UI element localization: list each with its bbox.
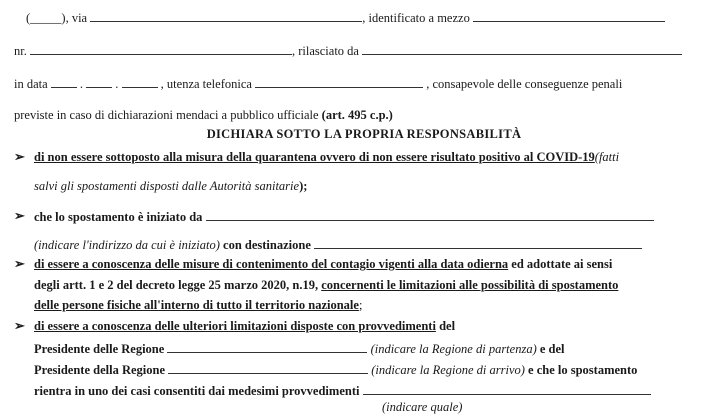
phone-field[interactable]	[255, 75, 423, 88]
via-field[interactable]	[90, 9, 362, 22]
bullet-arrow-icon: ➢	[14, 318, 25, 333]
date-day-field[interactable]	[51, 75, 77, 88]
allowed-cases-text: rientra in uno dei casi consentiti dai medesimi provvedimenti	[34, 384, 360, 398]
consequences-text: , consapevole delle conseguenze penali	[426, 77, 623, 91]
declaration-item-4	[34, 318, 455, 334]
date-label: in data	[14, 77, 48, 91]
allowed-cases-line	[34, 382, 651, 399]
quarantine-note: salvi gli spostamenti disposti dalle Autorità sanitarie	[34, 179, 300, 193]
movement-limits-text: concernenti le limitazioni alle possibilità di spostamento	[321, 278, 619, 292]
date-separator: .	[79, 77, 84, 91]
arrival-region-field[interactable]	[168, 361, 368, 374]
allowed-case-field[interactable]	[363, 382, 651, 395]
item3-end: ;	[358, 298, 363, 312]
issued-by-field[interactable]	[362, 42, 682, 55]
departure-region-line	[34, 340, 565, 357]
decree-reference: degli artt. 1 e 2 del decreto legge 25 marzo 2020, n.19,	[34, 278, 319, 292]
further-limits-end: del	[439, 319, 456, 333]
date-phone-line	[14, 75, 622, 92]
arrival-region-hint: (indicare la Regione di arrivo)	[371, 363, 525, 377]
departure-region-end: e del	[539, 342, 565, 356]
destination-label: con destinazione	[223, 238, 311, 252]
allowed-case-hint-line	[382, 399, 462, 415]
id-document-field[interactable]	[473, 9, 665, 22]
date-separator: .	[115, 77, 119, 91]
containment-statement: di essere a conoscenza delle misure di contenimento del contagio vigenti alla data odierna	[34, 257, 509, 271]
declaration-item-2	[34, 208, 654, 225]
departure-address-field[interactable]	[206, 208, 654, 221]
date-year-field[interactable]	[122, 75, 158, 88]
quarantine-statement: di non essere sottoposto alla misura della quarantena ovvero di non essere risultato positivo al COVID-19	[34, 150, 595, 164]
arrival-president-label: Presidente della Regione	[34, 363, 165, 377]
departure-region-hint: (indicare la Regione di partenza)	[370, 342, 537, 356]
document-number-field[interactable]	[30, 42, 292, 55]
allowed-case-hint: (indicare quale)	[382, 400, 463, 414]
bullet-arrow-icon: ➢	[14, 149, 25, 164]
declaration-item-3-line3	[34, 297, 362, 313]
document-line	[14, 42, 682, 59]
bullet-arrow-icon: ➢	[14, 208, 25, 223]
departure-region-field[interactable]	[167, 340, 367, 353]
quarantine-note-open: (fatti	[594, 150, 620, 164]
penalty-text: previste in caso di dichiarazioni mendaci a pubblico ufficiale	[14, 108, 319, 122]
arrival-region-line	[34, 361, 637, 378]
declaration-title: DICHIARA SOTTO LA PROPRIA RESPONSABILITÀ	[206, 127, 522, 141]
declaration-item-3-line2	[34, 277, 618, 293]
destination-field[interactable]	[314, 236, 642, 249]
bullet-arrow-icon: ➢	[14, 256, 25, 271]
identity-line	[26, 9, 665, 26]
declaration-item-3	[34, 256, 612, 272]
containment-cont: ed adottate ai sensi	[511, 257, 613, 271]
departure-hint: (indicare l'indirizzo da cui è iniziato)	[34, 238, 220, 252]
further-limits-statement: di essere a conoscenza delle ulteriori limitazioni disposte con provvedimenti	[34, 319, 436, 333]
declaration-item-1	[34, 149, 619, 165]
declaration-item-1-cont	[34, 178, 307, 194]
departure-president-label: Presidente delle Regione	[34, 342, 165, 356]
via-label: (_____), via	[26, 11, 88, 25]
phone-label: , utenza telefonica	[160, 77, 252, 91]
number-label: nr.	[14, 44, 27, 58]
departure-label: che lo spostamento è iniziato da	[34, 210, 203, 224]
id-label: , identificato a mezzo	[362, 11, 470, 25]
declaration-item-2-cont	[34, 236, 642, 253]
quarantine-note-close: );	[299, 179, 308, 193]
arrival-region-end: e che lo spostamento	[528, 363, 638, 377]
national-territory-text: delle persone fisiche all'interno di tutto il territorio nazionale	[34, 298, 359, 312]
issued-by-label: , rilasciato da	[291, 44, 359, 58]
penalty-line	[14, 107, 393, 123]
date-month-field[interactable]	[86, 75, 112, 88]
penalty-article: (art. 495 c.p.)	[321, 108, 393, 122]
